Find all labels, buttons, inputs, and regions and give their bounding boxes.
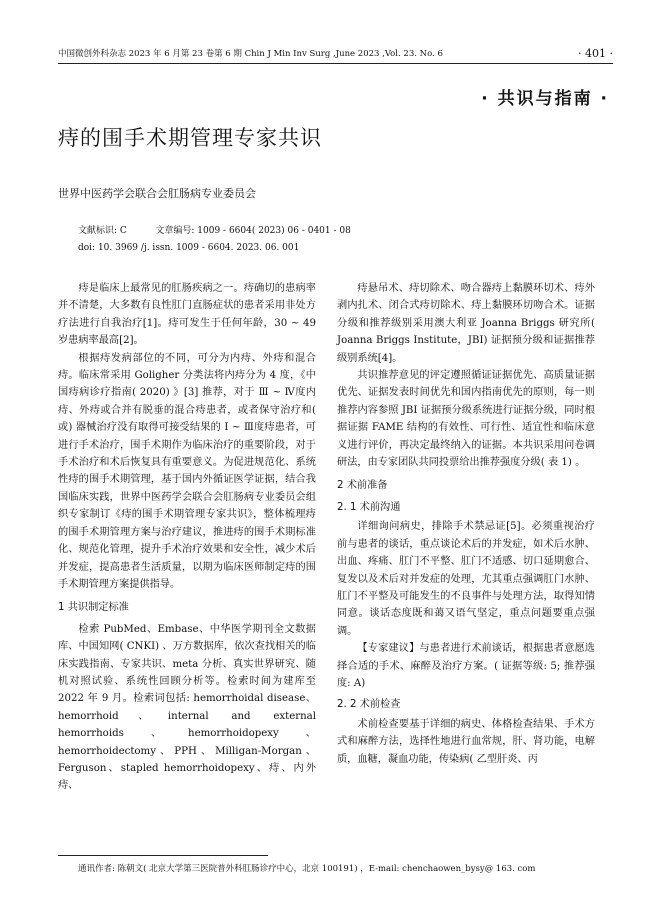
paragraph: 详细询问病史，排除手术禁忌证[5]。必须重视治疗前与患者的谈话，重点谈论术后的并发症，如术后水肿、出血、疼痛、肛门不平整、肛门不适感、切口延期愈合、复发以及术后对并发症的处理，尤其重点强调肛门水肿、肛门不平整及可能发生的不良事件与处理方法，取得知情同意。谈话态度既和蔼又语气坚定，重点问题要重点强调。: [337, 521, 595, 637]
doi: doi: 10. 3969 /j. issn. 1009 - 6604. 2023. 06. 001: [78, 243, 300, 253]
page-number: · 401 ·: [578, 47, 613, 60]
paragraph: 痔是临床上最常见的肛肠疾病之一。痔确切的患病率并不清楚，大多数有良性肛门直肠症状的患者采用非处方疗法进行自我治疗[1]。痔可发生于任何年龄，30 ~ 49 岁患病率最高[2]。: [58, 283, 316, 347]
author-line: 世界中医药学会联合会肛肠病专业委员会: [58, 187, 256, 200]
left-column: [58, 280, 316, 795]
section-heading: 1 共识制定标准: [58, 602, 129, 614]
expert-recommendation: 【专家建议】与患者进行术前谈话，根据患者意愿选择合适的手术、麻醉及治疗方案。( 证据等级: 5; 推荐强度: A): [337, 643, 595, 689]
corresponding-author-footnote: 通讯作者: 陈朝文( 北京大学第三医院普外科肛肠诊疗中心，北京 100191) ，E-mail: chenchaowen_bysy@ 163. com: [78, 864, 536, 874]
paragraph: 检索 PubMed、Embase、中华医学期刊全文数据库、中国知网( CNKI) 、万方数据库，依次查找相关的临床实践指南、专家共识、meta 分析、真实世界研究、随机对照试验、系统性回顾分析等。检索时间为建库至 2022 年 9 月。检索词包括: hemorrhoidal disease、hemorrhoid、internal and external hemorrhoids、hemorrhoidopexy、hemorrhoidectomy、PPH、Milligan-Morgan、Ferguson、stapled hemorrhoidopexy、痔、内外痔、: [58, 623, 316, 792]
paragraph: 术前检查要基于详细的病史、体格检查结果、手术方式和麻醉方法，选择性地进行血常规，肝、肾功能，电解质，血糖，凝血功能，传染病( 乙型肝炎、丙: [337, 718, 595, 765]
subsection-heading: 2. 2 术前检查: [337, 699, 401, 711]
subsection-heading: 2. 1 术前沟通: [337, 501, 401, 513]
article-meta-ids: 文献标识: C 文章编号: 1009 - 6604( 2023) 06 - 0401 - 08: [78, 226, 351, 236]
right-column: [337, 280, 595, 768]
paragraph: 根据痔发病部位的不同，可分为内痔、外痔和混合痔。临床常采用 Goligher 分类法将内痔分为 4 度，《中国痔病诊疗指南( 2020) 》[3] 推荐，对于 Ⅲ ~ Ⅳ度内痔、外痔或合并有脱垂的混合痔患者，或者保守治疗和( 或) 器械治疗没有取得可接受结果的 Ⅰ ~ Ⅲ度痔患者，可进行手术治疗，围手术期作为临床治疗的重要阶段，对于手术治疗和术后恢复具有重要意义。为促进规范化、系统性痔的围手术期管理，基于国内外循证医学证据，结合我国临床实践，世界中医药学会联合会肛肠病专业委员会组织专家制订《痔的围手术期管理专家共识》，整体梳理痔的围手术期管理方案与治疗建议，推进痔的围手术期标准化、规范化管理，提升手术治疗效果和安全性，减少术后并发症，提高患者生活质量，以期为临床医师制定痔的围手术期管理方案提供指导。: [58, 352, 316, 590]
running-header: [58, 48, 613, 60]
section-tag: · 共识与指南 ·: [481, 89, 609, 109]
paragraph: 痔悬吊术、痔切除术、吻合器痔上黏膜环切术、痔外剥内扎术、闭合式痔切除术、痔上黏膜环切吻合术。证据分级和推荐级别采用澳大利亚 Joanna Briggs 研究所( Joanna Briggs Institute，JBI) 证据预分级和证据推荐级别系统[4]。: [337, 283, 595, 364]
header-rule: [58, 63, 613, 64]
paragraph: 共识推荐意见的评定遵照循证证据优先、高质量证据优先、证据发表时间优先和国内指南优先的原则，每一则推荐内容参照 JBI 证据预分级系统进行证据分级，同时根据证据 FAME 结构的有效性、可行性、适宜性和临床意义进行评价，再决定最终纳入的证据。本共识采用问卷调研法，由专家团队共同投票给出推荐强度分级( 表 1) 。: [337, 370, 595, 469]
footnote-rule: [58, 855, 268, 856]
journal-citation: 中国微创外科杂志 2023 年 6 月第 23 卷第 6 期 Chin J Min Inv Surg ,June 2023 ,Vol. 23. No. 6: [58, 49, 443, 59]
article-title: 痔的围手术期管理专家共识: [58, 126, 322, 150]
section-heading: 2 术前准备: [337, 480, 388, 492]
